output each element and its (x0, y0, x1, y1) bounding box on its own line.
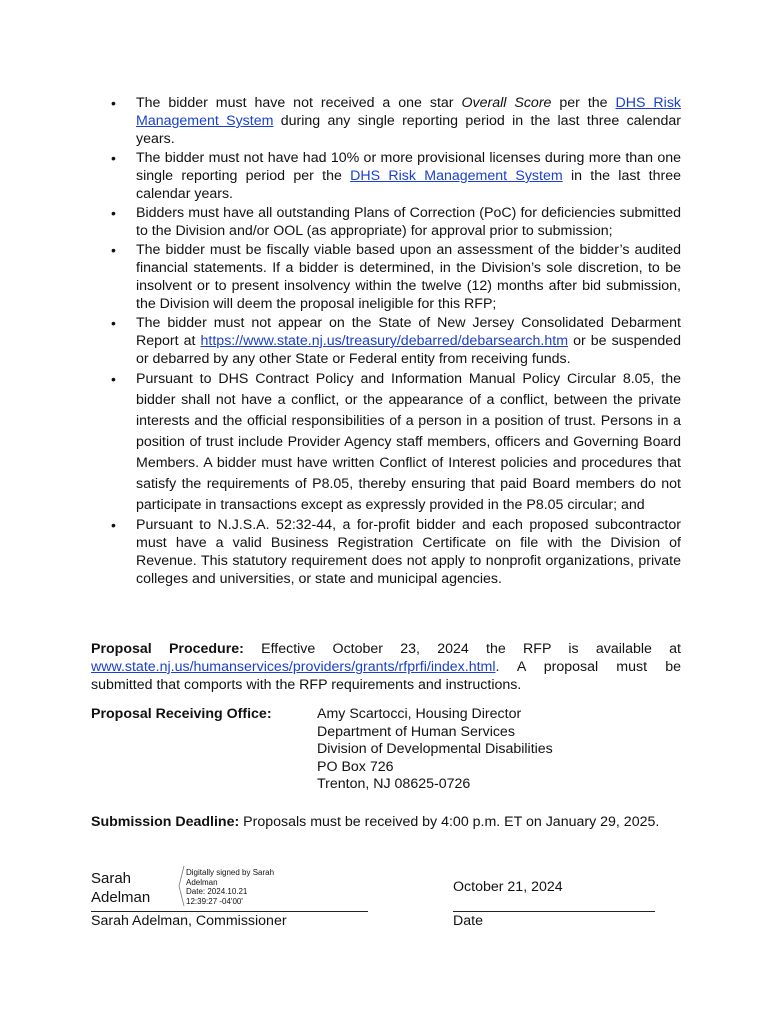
address-line: PO Box 726 (317, 758, 394, 775)
dhs-risk-link[interactable]: DHS Risk Management System (136, 95, 682, 129)
address-line: Division of Developmental Disabilities (317, 741, 553, 758)
signature-date: October 21, 2024 (453, 879, 563, 895)
date-line (453, 911, 655, 912)
requirement-item: • The bidder must be fiscally viable based upon an assessment of the bidder’s audited financial statements. If a bidder is determined, in the Division’s sole discretion, to be insolvent or to present insolvency within the twelve (12) months after bid submission, the Division will deem the proposal ineligible for this RFP; (109, 241, 681, 313)
deadline-label: Submission Deadline: (91, 814, 240, 830)
signature-caption: Sarah Adelman, Commissioner (91, 913, 287, 929)
debarment-link[interactable]: https://www.state.nj.us/treasury/debarred/debarsearch.htm (200, 333, 569, 349)
requirement-item: • Pursuant to DHS Contract Policy and Information Manual Policy Circular 8.05, the bidder shall not have a conflict, or the appearance of a conflict, between the private interests and the official responsibilities of a person in a position of trust. Persons in a position of trust include Provider Agency staff members, officers and Governing Board Members. A bidder must have written Conflict of Interest policies and procedures that satisfy the requirements of P8.05, thereby ensuring that paid Board members do not participate in transactions except as expressly provided in the P8.05 circular; and (109, 369, 681, 516)
dhs-risk-link[interactable]: DHS Risk Management System (350, 168, 563, 184)
proposal-procedure: Proposal Procedure: Effective October 23, 2024 the RFP is available at www.state.nj.us/humanservices/providers/grants/rfprfi/index.html. A proposal must be submitted that comports with the RFP requirements and instructions. (91, 641, 681, 693)
signature-divider-icon (178, 866, 186, 906)
requirement-item: • The bidder must not appear on the State of New Jersey Consolidated Debarment Report at https://www.state.nj.us/treasury/debarred/debarsearch.htm or be suspended or debarred by any other State or Federal entity from receiving funds. (109, 314, 681, 368)
submission-deadline: Submission Deadline: Proposals must be received by 4:00 p.m. ET on January 29, 2025. (91, 814, 660, 830)
signature-line (91, 911, 368, 912)
address-line: Department of Human Services (317, 723, 515, 740)
rfp-link[interactable]: www.state.nj.us/humanservices/providers/grants/rfprfi/index.html (91, 659, 496, 675)
address-line: Trenton, NJ 08625-0726 (317, 776, 471, 793)
requirement-item: • The bidder must have not received a one star Overall Score per the DHS Risk Management System during any single reporting period in the last three calendar years. (109, 94, 681, 148)
date-caption: Date (453, 913, 483, 929)
receiving-office-address (317, 706, 553, 794)
requirement-item: • Bidders must have all outstanding Plans of Correction (PoC) for deficiencies submitted to the Division and/or OOL (as appropriate) for approval prior to submission; (109, 204, 681, 240)
requirement-item: • Pursuant to N.J.S.A. 52:32-44, a for-profit bidder and each proposed subcontractor must have a valid Business Registration Certificate on file with the Division of Revenue. This statutory requirement does not apply to nonprofit organizations, private colleges and universities, or state and municipal agencies. (109, 516, 681, 588)
address-line: Amy Scartocci, Housing Director (317, 706, 522, 722)
signature-name: Sarah Adelman (91, 870, 151, 906)
requirement-item: • The bidder must not have had 10% or more provisional licenses during more than one single reporting period per the DHS Risk Management System in the last three calendar years. (109, 149, 681, 203)
procedure-label: Proposal Procedure: (91, 641, 244, 657)
digital-signature-details: Digitally signed by Sarah Adelman Date: 2024.10.21 12:39:27 -04'00' (186, 868, 275, 906)
overall-score-term: Overall Score (461, 95, 552, 111)
receiving-office-label: Proposal Receiving Office: (91, 706, 272, 722)
requirements-list (109, 94, 681, 588)
